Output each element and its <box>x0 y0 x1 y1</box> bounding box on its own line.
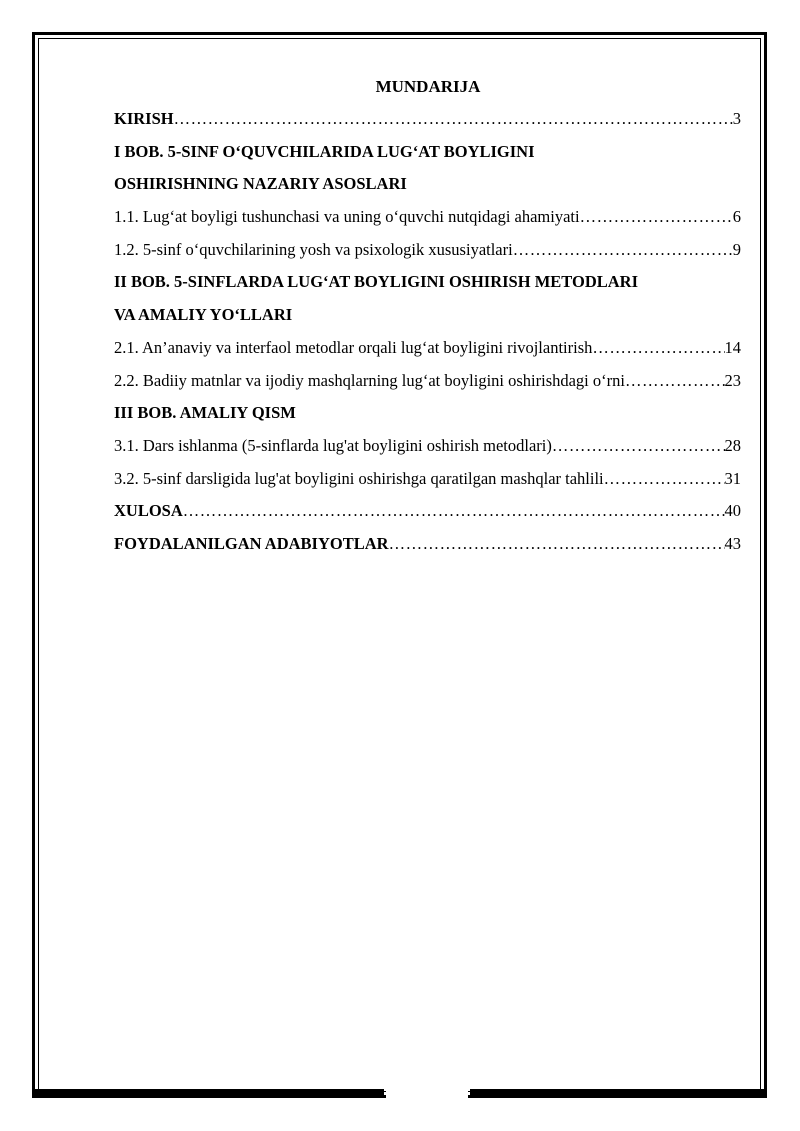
toc-leader-dots <box>174 108 733 130</box>
toc-entry-label: 1.2. 5-sinf o‘quvchilarining yosh va psixologik xususiyatlari <box>114 239 513 259</box>
toc-entry-label: FOYDALANILGAN ADABIYOTLAR <box>114 533 389 553</box>
toc-leader-dots <box>389 533 725 555</box>
toc-entry-label: XULOSA <box>114 501 183 521</box>
toc-leader-dots <box>552 435 725 457</box>
toc-entry-label: 3.2. 5-sinf darsligida lug'at boyligini oshirishga qaratilgan mashqlar tahlili <box>114 468 604 488</box>
toc-entry-chapter-2-line-1[interactable] <box>114 271 741 304</box>
toc-entry-1-1[interactable] <box>114 206 741 239</box>
toc-entry-2-2[interactable] <box>114 370 741 403</box>
document-title: MUNDARIJA <box>375 77 481 96</box>
page-border-bottom-bar-right <box>470 1089 767 1097</box>
toc-entry-label: 2.2. Badiiy matnlar va ijodiy mashqlarning lug‘at boyligini oshirishdagi o‘rni <box>114 370 625 390</box>
toc-page-number: 28 <box>724 435 741 455</box>
toc-entry-chapter-3[interactable] <box>114 402 741 435</box>
toc-leader-dots <box>625 370 725 392</box>
toc-leader-dots <box>604 468 725 490</box>
toc-entry-label: 3.1. Dars ishlanma (5-sinflarda lug'at boyligini oshirish metodlari) <box>114 435 552 455</box>
toc-page-number: 6 <box>732 207 741 227</box>
toc-entry-2-1[interactable] <box>114 337 741 370</box>
toc-entry-label: III BOB. AMALIY QISM <box>114 403 296 423</box>
toc-entry-label: 2.1. An’anaviy va interfaol metodlar orqali lug‘at boyligini rivojlantirish <box>114 337 593 357</box>
toc-leader-dots <box>592 337 724 359</box>
toc-entry-chapter-2-line-2[interactable] <box>114 304 741 337</box>
toc-entry-label: KIRISH <box>114 109 174 128</box>
page-border-gap <box>386 1086 468 1102</box>
page-border-bottom-bar-left <box>32 1089 384 1097</box>
toc-entry-adabiyotlar[interactable] <box>114 533 741 566</box>
toc-entry-label: 1.1. Lug‘at boyligi tushunchasi va uning o‘quvchi nutqidagi ahamiyati <box>114 207 580 227</box>
toc-entry-3-1[interactable] <box>114 435 741 468</box>
toc-entry-1-2[interactable] <box>114 239 741 272</box>
toc-entry-label: OSHIRISHNING NAZARIY ASOSLARI <box>114 174 407 194</box>
toc-entry-xulosa[interactable] <box>114 500 741 533</box>
toc-page-number: 3 <box>732 109 741 128</box>
toc-page-number: 23 <box>724 370 741 390</box>
toc-entry-kirish[interactable] <box>114 108 741 141</box>
toc-entry-chapter-1-line-1[interactable] <box>114 141 741 174</box>
toc-page-number: 43 <box>724 533 741 553</box>
toc-entry-label: VA AMALIY YO‘LLARI <box>114 305 293 325</box>
toc-entry-3-2[interactable] <box>114 468 741 501</box>
toc-page-number: 9 <box>732 239 741 259</box>
toc-page-number: 40 <box>724 501 741 521</box>
toc-leader-dots <box>513 239 733 261</box>
toc-page-number: 31 <box>724 468 741 488</box>
toc-entry-chapter-1-line-2[interactable] <box>114 173 741 206</box>
toc-entry-label: II BOB. 5-SINFLARDA LUG‘AT BOYLIGINI OSHIRISH METODLARI <box>114 272 638 292</box>
toc-page-number: 14 <box>724 337 741 357</box>
toc-leader-dots <box>183 500 725 522</box>
toc-leader-dots <box>580 206 733 228</box>
toc-entry-label: I BOB. 5-SINF O‘QUVCHILARIDA LUG‘AT BOYLIGINI <box>114 141 535 161</box>
table-of-contents <box>114 108 741 566</box>
